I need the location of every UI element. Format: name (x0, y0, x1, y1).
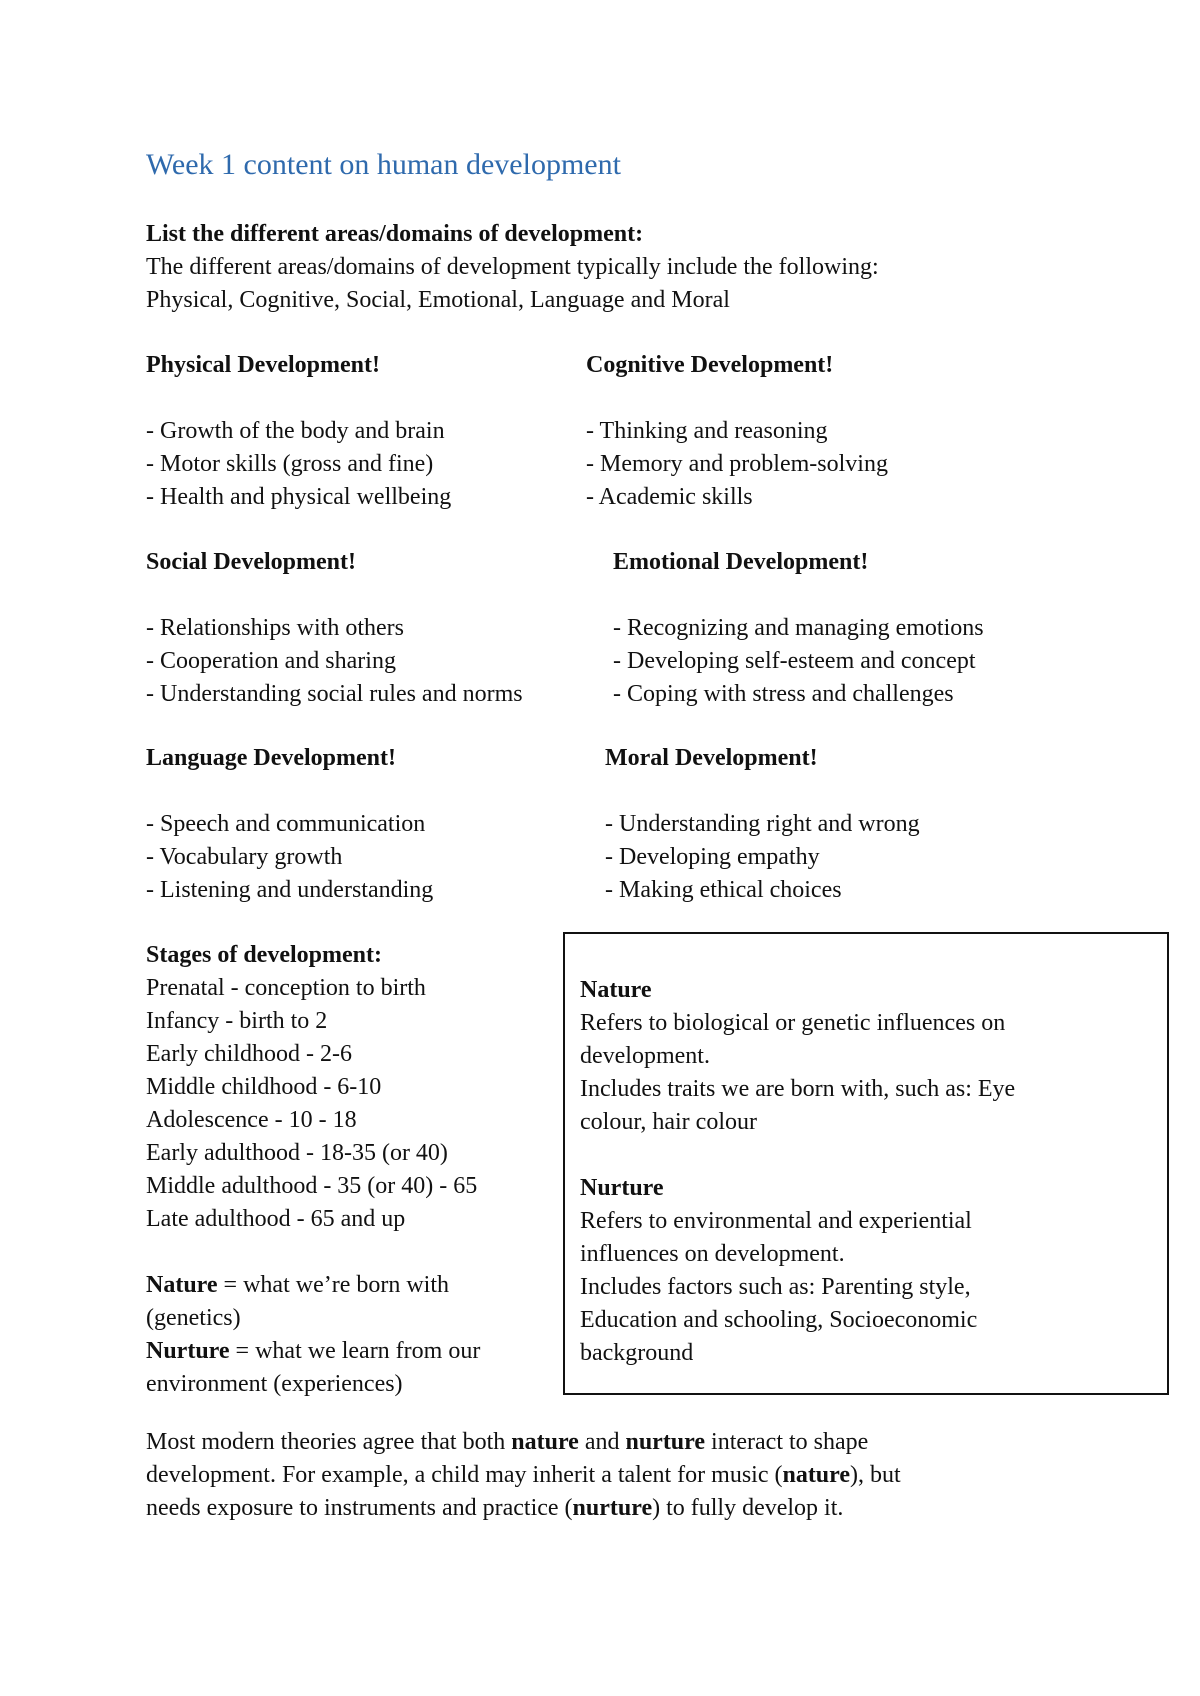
conclusion-emphasis: nurture (572, 1495, 653, 1521)
list-item: - Developing empathy (605, 844, 820, 870)
page-title: Week 1 content on human development (146, 148, 621, 181)
list-item: - Health and physical wellbeing (146, 484, 452, 510)
box-line: influences on development. (580, 1241, 845, 1267)
conclusion-paragraph (146, 1426, 901, 1525)
cognitive-section (586, 349, 888, 514)
language-heading: Language Development! (146, 745, 396, 771)
list-item: - Cooperation and sharing (146, 648, 396, 674)
stage-item: Early adulthood - 18-35 (or 40) (146, 1140, 448, 1166)
nurture-summary (146, 1335, 480, 1368)
list-item: - Thinking and reasoning (586, 418, 828, 444)
box-line: Refers to biological or genetic influences on (580, 1010, 1006, 1036)
list-item: - Listening and understanding (146, 877, 434, 903)
conclusion-text: interact to shape (705, 1429, 869, 1455)
conclusion-emphasis: nurture (625, 1429, 706, 1455)
stages-section (146, 939, 480, 1401)
emotional-section (613, 546, 984, 711)
box-nurture-heading: Nurture (580, 1175, 664, 1201)
conclusion-text: needs exposure to instruments and practice ( (146, 1495, 573, 1521)
social-heading: Social Development! (146, 549, 356, 575)
nature-definition: = what we’re born with (217, 1272, 450, 1298)
intro-section (146, 218, 879, 317)
list-item: - Speech and communication (146, 811, 426, 837)
cognitive-heading: Cognitive Development! (586, 352, 834, 378)
nurture-term: Nurture (146, 1338, 230, 1364)
box-line: Refers to environmental and experiential (580, 1208, 972, 1234)
list-item: - Relationships with others (146, 615, 404, 641)
stage-item: Adolescence - 10 - 18 (146, 1107, 357, 1133)
nature-summary (146, 1269, 480, 1302)
intro-heading: List the different areas/domains of development: (146, 221, 644, 247)
physical-heading: Physical Development! (146, 352, 380, 378)
list-item: - Coping with stress and challenges (613, 681, 954, 707)
list-item: - Growth of the body and brain (146, 418, 445, 444)
emotional-heading: Emotional Development! (613, 549, 869, 575)
moral-section (605, 742, 920, 907)
stage-item: Middle childhood - 6-10 (146, 1074, 382, 1100)
stages-heading: Stages of development: (146, 942, 382, 968)
language-section (146, 742, 433, 907)
conclusion-text: Most modern theories agree that both (146, 1429, 512, 1455)
conclusion-text: ) to fully develop it. (652, 1495, 844, 1521)
list-item: - Academic skills (586, 484, 753, 510)
intro-line: Physical, Cognitive, Social, Emotional, Language and Moral (146, 287, 730, 313)
box-line: Education and schooling, Socioeconomic (580, 1307, 978, 1333)
list-item: - Motor skills (gross and fine) (146, 451, 434, 477)
physical-section (146, 349, 451, 514)
box-nature-heading: Nature (580, 977, 652, 1003)
box-line: background (580, 1340, 694, 1366)
list-item: - Memory and problem-solving (586, 451, 888, 477)
list-item: - Developing self-esteem and concept (613, 648, 976, 674)
nurture-summary-cont: environment (experiences) (146, 1371, 403, 1397)
list-item: - Recognizing and managing emotions (613, 615, 984, 641)
stage-item: Prenatal - conception to birth (146, 975, 426, 1001)
stage-item: Early childhood - 2-6 (146, 1041, 352, 1067)
social-section (146, 546, 523, 711)
moral-heading: Moral Development! (605, 745, 818, 771)
nature-nurture-text (580, 974, 1015, 1370)
conclusion-text: ), but (850, 1462, 901, 1488)
box-line: Includes factors such as: Parenting style, (580, 1274, 971, 1300)
conclusion-emphasis: nature (782, 1462, 851, 1488)
stage-item: Middle adulthood - 35 (or 40) - 65 (146, 1173, 478, 1199)
nature-term: Nature (146, 1272, 218, 1298)
list-item: - Vocabulary growth (146, 844, 343, 870)
nurture-definition: = what we learn from our (229, 1338, 481, 1364)
list-item: - Understanding right and wrong (605, 811, 920, 837)
intro-line: The different areas/domains of development typically include the following: (146, 254, 879, 280)
conclusion-text: development. For example, a child may inherit a talent for music ( (146, 1462, 783, 1488)
stage-item: Late adulthood - 65 and up (146, 1206, 406, 1232)
box-line: development. (580, 1043, 710, 1069)
nature-summary-cont: (genetics) (146, 1305, 241, 1331)
box-line: Includes traits we are born with, such as: Eye (580, 1076, 1016, 1102)
list-item: - Making ethical choices (605, 877, 842, 903)
stage-item: Infancy - birth to 2 (146, 1008, 328, 1034)
list-item: - Understanding social rules and norms (146, 681, 523, 707)
conclusion-text: and (578, 1429, 626, 1455)
nature-nurture-box (563, 932, 1169, 1395)
box-line: colour, hair colour (580, 1109, 757, 1135)
conclusion-emphasis: nature (511, 1429, 579, 1455)
